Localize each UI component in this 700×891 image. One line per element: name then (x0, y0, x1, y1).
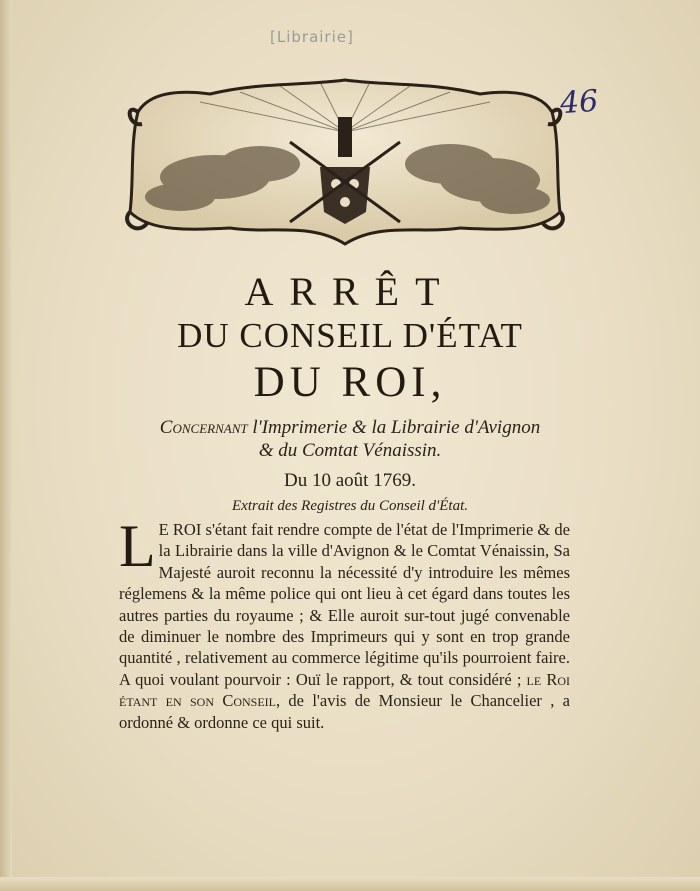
paragraph-end: , de l'avis de Monsieur le Chancelier , a ordonné & ordonne ce qui suit. (119, 691, 570, 732)
register-extract-note: Extrait des Registres du Conseil d'État. (232, 498, 468, 514)
title-arret: ARRÊT (244, 269, 456, 314)
subject-lead: Concernant (159, 417, 248, 438)
subject-line-2: & du Comtat Vénaissin. (258, 440, 442, 461)
decree-paragraph (119, 513, 571, 733)
drop-cap: L (119, 513, 156, 579)
title-conseil: DU CONSEIL D'ÉTAT (177, 316, 523, 355)
subject-line-1: l'Imprimerie & la Librairie d'Avignon (252, 417, 541, 438)
decree-body (119, 513, 571, 733)
king-in-council: le Roi étant en son Conseil (119, 669, 571, 711)
engraved-headpiece-ornament (120, 72, 570, 247)
paragraph-main: s'étant fait rendre compte de l'état de l'Imprimerie & de la Librairie dans la ville d'Avignon & le Comtat Vénaissin, Sa Majesté auroit reconnu la nécessité d'y introduire les mêmes réglemens & la même police qui ont lieu à cet égard dans toutes les autres parties du royaume ; & Elle auroit sur-tout jugé convenable de diminuer le nombre des Imprimeurs qui y sont en trop grande quantité , relativement au commerce légitime qu'ils pourroient faire. A quoi voulant pourvoir : Ouï le rapport, & tout considéré ; (119, 520, 571, 689)
opening-smallcaps: E ROI (158, 520, 202, 539)
decree-date: Du 10 août 1769. (284, 470, 416, 491)
title-du-roi: DU ROI, (253, 359, 447, 406)
page-bottom-edge (0, 877, 700, 891)
subject-line (0, 416, 700, 462)
handwritten-folio-number: 46 (558, 83, 600, 122)
pencil-margin-note: [Librairie] (270, 28, 354, 46)
